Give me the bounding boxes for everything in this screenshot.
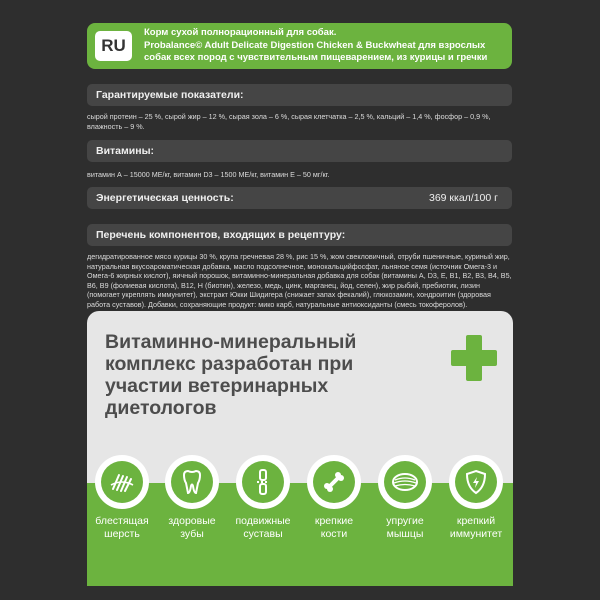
guaranteed-text: сырой протеин – 25 %, сырой жир – 12 %, сырая зола – 6 %, сырая клетчатка – 2,5 %, кальций – 1,4 %, фосфор – 0,9 %, влажность – 9 %. xyxy=(87,112,491,131)
benefit-label-line2: шерсть xyxy=(104,528,140,540)
product-title-line2: Probalance© Adult Delicate Digestion Chicken & Buckwheat для взрослых собак всех пород с чувствительным пищеварением, из курицы и гречки xyxy=(144,39,488,63)
vitamin-complex-panel xyxy=(87,311,513,586)
benefit-label-line2: суставы xyxy=(243,528,283,540)
benefit-label-line1: здоровые xyxy=(168,515,216,527)
benefit-bones xyxy=(299,455,369,541)
tooth-icon xyxy=(179,469,205,495)
vitamins-text: витамин А – 15000 МЕ/кг, витамин D3 – 1500 МЕ/кг, витамин Е – 50 мг/кг. xyxy=(87,170,330,179)
joint-icon xyxy=(250,469,276,495)
muscle-icon xyxy=(391,469,419,495)
benefit-label xyxy=(228,515,298,541)
benefit-label-line1: блестящая xyxy=(95,515,149,527)
benefit-coat xyxy=(87,455,157,541)
plus-icon xyxy=(451,335,497,381)
product-header xyxy=(87,23,512,69)
benefit-label-line1: упругие xyxy=(386,515,424,527)
guaranteed-heading: Гарантируемые показатели: xyxy=(87,84,512,106)
benefit-muscles xyxy=(370,455,440,541)
benefit-label-line2: кости xyxy=(320,528,348,540)
energy-value: 369 ккал/100 г xyxy=(428,192,498,204)
benefit-label-line2: мышцы xyxy=(386,528,424,540)
benefit-label xyxy=(299,515,369,541)
benefit-label xyxy=(157,515,227,541)
benefit-joints xyxy=(228,455,298,541)
benefit-label-line2: зубы xyxy=(180,528,204,540)
ingredients-text: дегидратированное мясо курицы 30 %, крупа гречневая 28 %, рис 15 %, жом свекловичный, отруби пшеничные, куриный жир, натуральная вкусоароматическая добавка, масло подсолнечное, монокальцийфосфат, льняное семя (источник Омега-3 и Омега-6 жирных кислот), яичный порошок, витаминно-минеральная добавка для собак (витамины А, D3, Е, В1, В2, В3, В4, В5, В6, В9 (фолиевая кислота), В12, Н (биотин), железо, медь, цинк, марганец, йод, селен), жир рыбий, пребиотик, лизин (помогает укреплять иммунитет), экстракт Юкки Шидигера (снижает запах фекалий), глюкозамин, хондроитин (здоровая работа суставов). Добавки, сохраняющие продукт: мико карб, натуральные антиоксиданты (смесь токоферолов). xyxy=(87,252,512,309)
benefit-label-line2: иммунитет xyxy=(449,528,503,540)
bone-icon xyxy=(321,469,347,495)
benefit-label xyxy=(87,515,157,541)
benefit-label-line1: крепкий xyxy=(456,515,496,527)
coat-icon xyxy=(109,469,135,495)
benefit-immunity xyxy=(441,455,511,541)
vitamins-heading: Витамины: xyxy=(87,140,512,162)
shield-icon xyxy=(463,469,489,495)
ingredients-heading: Перечень компонентов, входящих в рецептуру: xyxy=(87,224,512,246)
benefit-label xyxy=(441,515,511,541)
benefit-teeth xyxy=(157,455,227,541)
energy-heading xyxy=(87,187,512,209)
panel-title: Витаминно-минеральный комплекс разработан при участии ветеринарных диетологов xyxy=(105,331,357,419)
product-title-line1: Корм сухой полнорационный для собак. xyxy=(144,27,337,38)
language-badge: RU xyxy=(95,31,132,61)
energy-label: Энергетическая ценность: xyxy=(96,192,234,204)
benefit-label-line1: крепкие xyxy=(314,515,354,527)
product-title xyxy=(144,27,506,65)
benefit-label-line1: подвижные xyxy=(235,515,291,527)
benefit-label xyxy=(370,515,440,541)
